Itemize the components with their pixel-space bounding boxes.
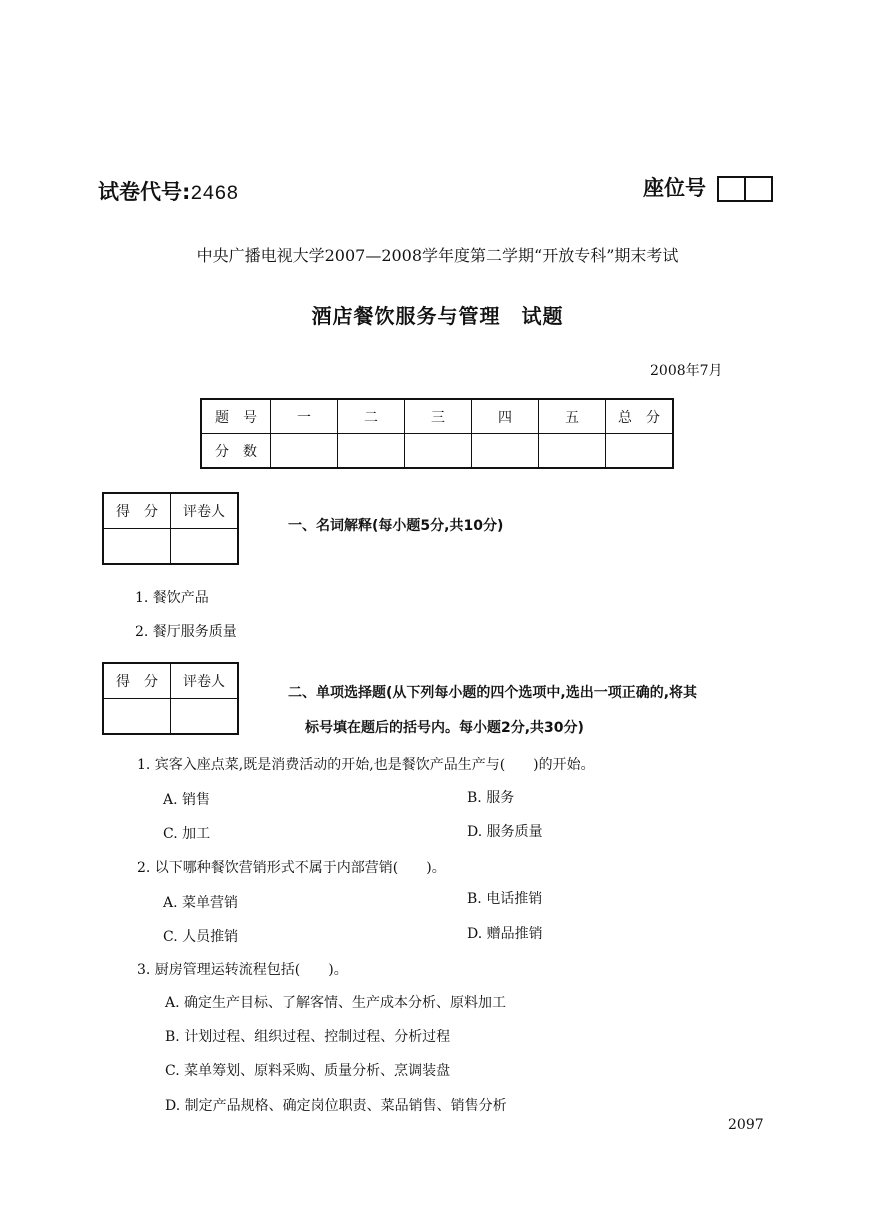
question-stem: 3. 厨房管理运转流程包括( )。: [137, 962, 348, 978]
score-table-score-row: [201, 434, 673, 469]
score-label: 得 分: [103, 493, 171, 529]
exam-date: 2008年7月: [650, 363, 723, 379]
score-table-row-header: 分 数: [201, 434, 271, 469]
score-cell: [338, 434, 405, 469]
question-stem: 2. 以下哪种餐饮营销形式不属于内部营销( )。: [137, 860, 446, 876]
option: A. 确定生产目标、了解客情、生产成本分析、原料加工: [165, 995, 507, 1011]
grader-cell: [171, 529, 239, 565]
paper-code-value: 2468: [190, 183, 239, 206]
grader-label: 评卷人: [171, 663, 239, 699]
score-label: 得 分: [103, 663, 171, 699]
score-cell: [472, 434, 539, 469]
score-table-header-row: [201, 399, 673, 434]
grader-box-section1: [102, 492, 239, 565]
option: B. 电话推销: [467, 891, 543, 907]
section2-heading-cont: 标号填在题后的括号内。每小题2分,共30分): [305, 720, 584, 736]
score-table-col: 总 分: [606, 399, 674, 434]
option: A. 销售: [163, 792, 211, 808]
paper-code: [98, 176, 238, 206]
grader-cell: [171, 699, 239, 735]
score-cell: [103, 699, 171, 735]
grader-label: 评卷人: [171, 493, 239, 529]
score-table-col: 三: [405, 399, 472, 434]
option: B. 计划过程、组织过程、控制过程、分析过程: [165, 1029, 451, 1045]
section1-item: 1. 餐饮产品: [135, 590, 209, 606]
score-table-col: 四: [472, 399, 539, 434]
score-cell: [539, 434, 606, 469]
grader-box-section2: [102, 662, 239, 735]
seat-number-box: [717, 176, 773, 202]
option: C. 人员推销: [163, 929, 239, 945]
option: C. 菜单筹划、原料采购、质量分析、烹调装盘: [165, 1063, 451, 1079]
section1-heading: 一、名词解释(每小题5分,共10分): [288, 518, 504, 534]
score-table-row-header: 题 号: [201, 399, 271, 434]
option: C. 加工: [163, 826, 211, 842]
score-cell: [405, 434, 472, 469]
score-table-col: 二: [338, 399, 405, 434]
option: D. 制定产品规格、确定岗位职责、菜品销售、销售分析: [165, 1098, 507, 1114]
paper-code-label: 试卷代号:: [98, 180, 191, 204]
score-table: [200, 398, 674, 469]
seat-number-label: 座位号: [643, 176, 706, 200]
option: D. 赠品推销: [467, 926, 543, 942]
score-table-col: 一: [271, 399, 338, 434]
score-cell: [103, 529, 171, 565]
score-cell: [271, 434, 338, 469]
exam-title: 酒店餐饮服务与管理 试题: [311, 304, 564, 328]
option: D. 服务质量: [467, 824, 543, 840]
option: B. 服务: [467, 790, 515, 806]
page-number: 2097: [728, 1117, 764, 1133]
section2-heading: 二、单项选择题(从下列每小题的四个选项中,选出一项正确的,将其: [288, 685, 698, 701]
score-table-col: 五: [539, 399, 606, 434]
question-stem: 1. 宾客入座点菜,既是消费活动的开始,也是餐饮产品生产与( )的开始。: [137, 757, 595, 773]
exam-subtitle: 中央广播电视大学2007—2008学年度第二学期“开放专科”期末考试: [196, 246, 679, 265]
section1-item: 2. 餐厅服务质量: [135, 624, 237, 640]
score-cell: [606, 434, 674, 469]
option: A. 菜单营销: [163, 895, 239, 911]
